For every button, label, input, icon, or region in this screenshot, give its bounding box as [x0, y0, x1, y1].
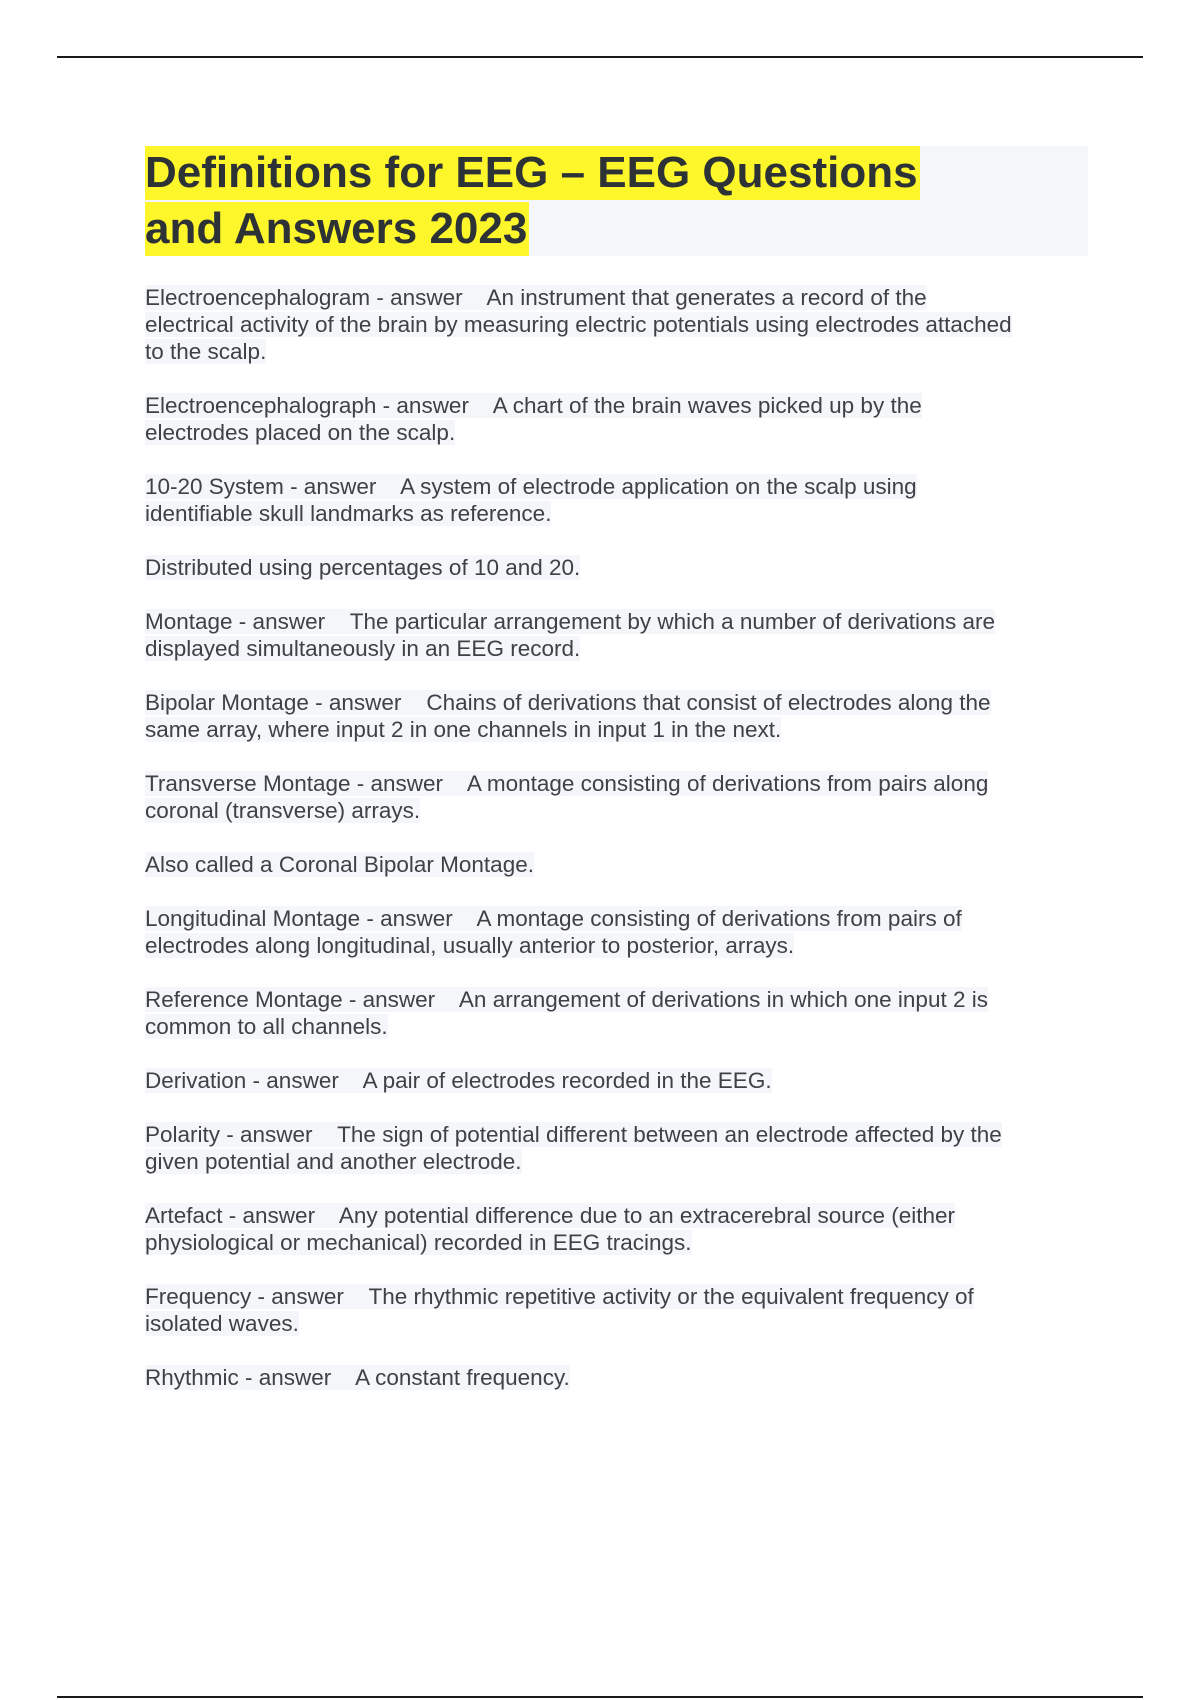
term-label: Rhythmic - answer [145, 1365, 332, 1390]
definitions-list [145, 284, 1095, 1418]
definition-text: electrical activity of the brain by measuring electric potentials using electrodes attached [145, 312, 1012, 337]
note-text: Distributed using percentages of 10 and 20. [145, 555, 581, 580]
definition-entry [145, 770, 1095, 824]
definition-text: identifiable skull landmarks as reference. [145, 501, 552, 526]
definition-text: to the scalp. [145, 339, 267, 364]
term-label: Artefact - answer [145, 1203, 316, 1228]
definition-text: displayed simultaneously in an EEG record. [145, 636, 581, 661]
definition-text: The rhythmic repetitive activity or the equivalent frequency of [368, 1284, 974, 1309]
definition-entry [145, 905, 1095, 959]
document-title [145, 146, 1088, 256]
definition-entry [145, 1121, 1095, 1175]
definition-text: A montage consisting of derivations from pairs of [476, 906, 962, 931]
definition-text: A chart of the brain waves picked up by the [492, 393, 922, 418]
definition-text: common to all channels. [145, 1014, 388, 1039]
definition-text: coronal (transverse) arrays. [145, 798, 421, 823]
definition-text: An instrument that generates a record of the [486, 285, 927, 310]
definition-entry [145, 986, 1095, 1040]
definition-text: A constant frequency. [355, 1365, 570, 1390]
definition-text: A montage consisting of derivations from pairs along [466, 771, 989, 796]
definition-text: physiological or mechanical) recorded in EEG tracings. [145, 1230, 692, 1255]
definition-entry [145, 608, 1095, 662]
title-line-2: and Answers 2023 [145, 202, 529, 256]
term-label: Polarity - answer [145, 1122, 313, 1147]
definition-text: The particular arrangement by which a number of derivations are [349, 609, 996, 634]
definition-entry [145, 1202, 1095, 1256]
definition-entry [145, 1283, 1095, 1337]
note-paragraph [145, 851, 1095, 878]
definition-entry [145, 392, 1095, 446]
definition-text: isolated waves. [145, 1311, 299, 1336]
term-label: Frequency - answer [145, 1284, 344, 1309]
top-rule [57, 56, 1143, 58]
definition-entry [145, 284, 1095, 365]
term-label: Longitudinal Montage - answer [145, 906, 453, 931]
bottom-rule [57, 1696, 1143, 1698]
definition-entry [145, 689, 1095, 743]
definition-text: same array, where input 2 in one channels in input 1 in the next. [145, 717, 782, 742]
definition-entry [145, 1364, 1095, 1391]
title-line-1: Definitions for EEG – EEG Questions [145, 146, 920, 200]
term-label: Reference Montage - answer [145, 987, 436, 1012]
term-label: 10-20 System - answer [145, 474, 377, 499]
definition-text: A system of electrode application on the scalp using [400, 474, 917, 499]
definition-entry [145, 473, 1095, 527]
definition-text: given potential and another electrode. [145, 1149, 522, 1174]
definition-text: electrodes along longitudinal, usually anterior to posterior, arrays. [145, 933, 795, 958]
note-text: Also called a Coronal Bipolar Montage. [145, 852, 534, 877]
definition-text: An arrangement of derivations in which one input 2 is [458, 987, 988, 1012]
term-label: Derivation - answer [145, 1068, 339, 1093]
term-label: Electroencephalograph - answer [145, 393, 469, 418]
definition-text: A pair of electrodes recorded in the EEG. [362, 1068, 772, 1093]
definition-entry [145, 1067, 1095, 1094]
definition-text: Chains of derivations that consist of electrodes along the [426, 690, 991, 715]
definition-text: The sign of potential different between an electrode affected by the [337, 1122, 1002, 1147]
term-label: Bipolar Montage - answer [145, 690, 402, 715]
term-label: Montage - answer [145, 609, 326, 634]
term-label: Transverse Montage - answer [145, 771, 444, 796]
note-paragraph [145, 554, 1095, 581]
definition-text: Any potential difference due to an extracerebral source (either [338, 1203, 956, 1228]
term-label: Electroencephalogram - answer [145, 285, 463, 310]
definition-text: electrodes placed on the scalp. [145, 420, 456, 445]
